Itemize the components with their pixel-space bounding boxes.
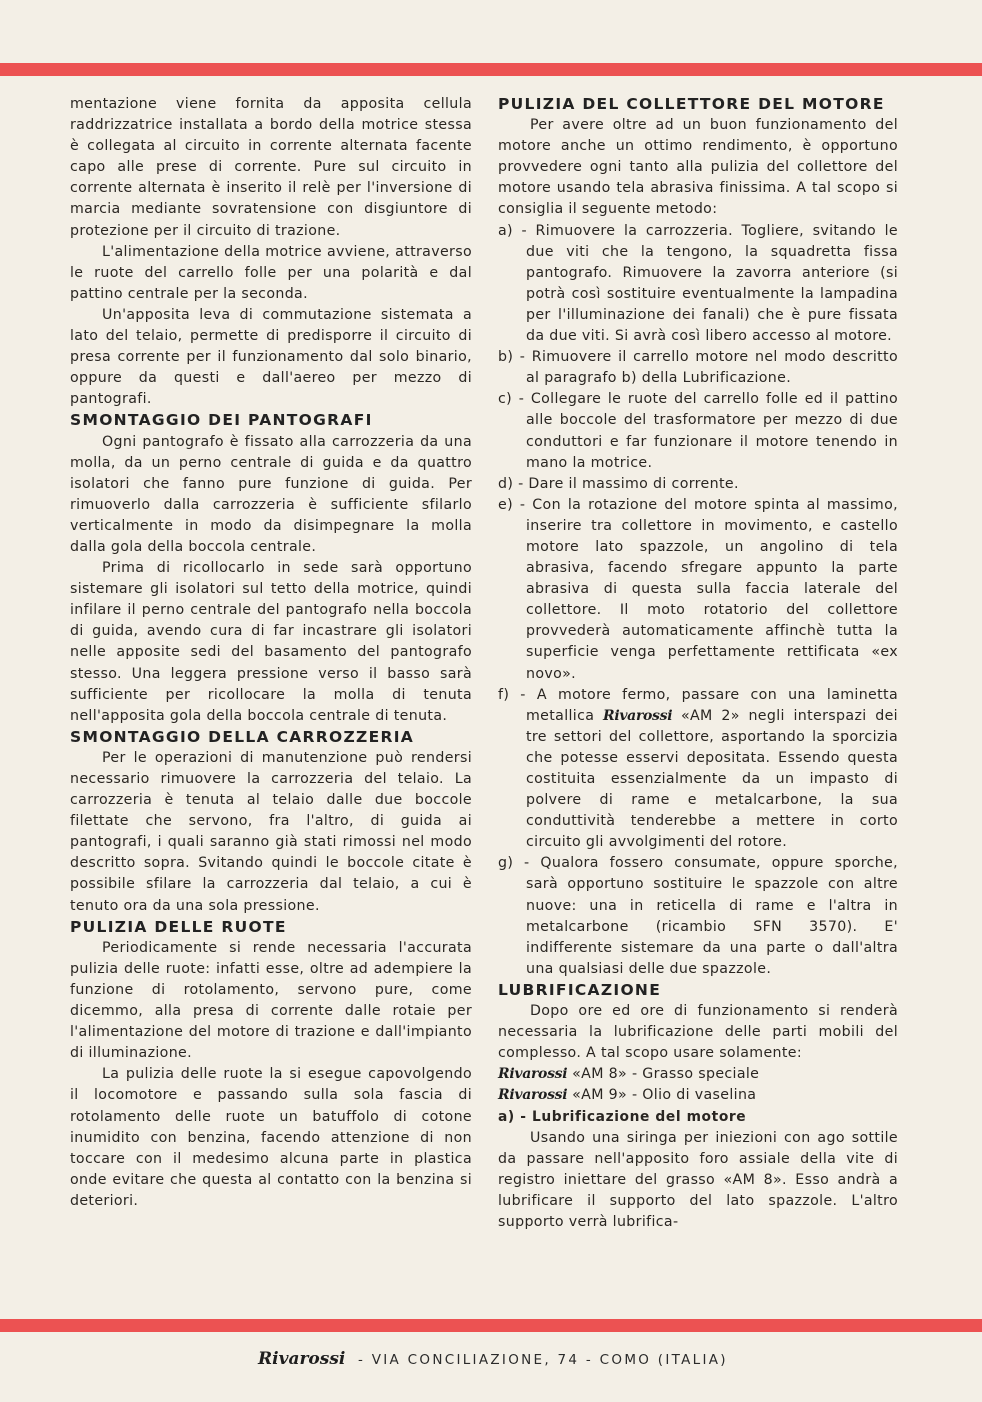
right-column [498,94,898,1233]
brand-logo: Rivarossi [498,1087,568,1104]
subsection-heading: a) - Lubrificazione del motore [498,1108,747,1125]
section-heading-pantografi: SMONTAGGIO DEI PANTOGRAFI [70,411,373,430]
paragraph: Dopo ore ed ore di funzionamento si renderà necessaria la lubrificazione delle parti mobili del complesso. A tal scopo usare solamente: [498,1003,898,1062]
paragraph: Per le operazioni di manutenzione può rendersi necessario rimuovere la carrozzeria del telaio. La carrozzeria è tenuta al telaio dalle due boccole filettate che servono, fra l'altro, di guida ai pantografi, i quali saranno già stati rimossi nel modo descritto sopra. Svitando quindi le boccole citate è possibile sfilare la carrozzeria dal telaio, a cui è tenuto ora da una sola pressione. [70,749,472,914]
list-item: a) - Rimuovere la carrozzeria. Togliere, svitando le due viti che la tengono, la squadretta fissa pantografo. Rimuovere la zavorra anteriore (si potrà così sostituire eventualmente la lampadina per l'illuminazione dei fanali) che è pure fissata da due viti. Si avrà così libero accesso al motore. [498,222,898,345]
list-item-text: f) - A motore fermo, passare con una laminetta metallica [498,686,898,724]
left-column [70,94,472,1212]
list-item: g) - Qualora fossero consumate, oppure sporche, sarà opportuno sostituire le spazzole con altre nuove: una in reticella di rame e l'altra in metalcarbone (ricambio SFN 3570). E' indifferente sistemare da una parte o dall'altra una qualsiasi delle due spazzole. [498,855,898,977]
top-red-band [0,63,982,76]
brand-logo: Rivarossi [498,1066,568,1083]
footer [258,1349,728,1369]
footer-address: - VIA CONCILIAZIONE, 74 - COMO (ITALIA) [357,1352,728,1368]
list-item: e) - Con la rotazione del motore spinta al massimo, inserire tra collettore in movimento, e castello motore lato spazzole, un angolino di tela abrasiva, facendo sfregare appunto la parte abrasiva di questa sulla faccia laterale del collettore. Il moto rotatorio del collettore provvederà automaticamente affinchè tutta la superficie venga perfettamente rettificata «ex novo». [498,496,898,682]
section-heading-carrozzeria: SMONTAGGIO DELLA CARROZZERIA [70,727,415,746]
product-line [498,1085,898,1106]
product-text: «AM 9» - Olio di vaselina [572,1087,757,1104]
paragraph: Periodicamente si rende necessaria l'accurata pulizia delle ruote: infatti esse, oltre ad adempiere la funzione di rotolamento, servono pure, come dicemmo, alla presa di corrente dalle rotaie per l'alimentazione del motore di trazione e dall'impianto di illuminazione. [70,939,472,1062]
list-item: c) - Collegare le ruote del carrello folle ed il pattino alle boccole del trasformatore per mezzo di due conduttori e far funzionare il motore tenendo in mano la motrice. [498,391,898,471]
paragraph: Per avere oltre ad un buon funzionamento del motore anche un ottimo rendimento, è opportuno provvedere ogni tanto alla pulizia del collettore del motore usando tela abrasiva finissima. A tal scopo si consiglia il seguente metodo: [498,117,898,218]
bottom-red-band [0,1319,982,1332]
list-item-text: «AM 2» negli interspazi dei tre settori del collettore, asportando la sporcizia che potesse esservi depositata. Essendo questa costituita essenzialmente da un impasto di polvere di rame e metalcarbone, la sua conduttività tenderebbe a mettere in corto circuito gli avvolgimenti del rotore. [526,707,898,851]
paragraph: La pulizia delle ruote la si esegue capovolgendo il locomotore e passando sulla sola fascia di rotolamento delle ruote un batuffolo di cotone inumidito con benzina, facendo attenzione di non toccare con il medesimo alcuna parte in plastica onde evitare che questa al contatto con la benzina si deteriori. [70,1066,472,1209]
product-line [498,1064,898,1085]
brand-logo: Rivarossi [602,707,673,724]
brand-logo: Rivarossi [258,1349,346,1369]
paragraph: L'alimentazione della motrice avviene, attraverso le ruote del carrello folle per una polarità e dal pattino centrale per la seconda. [70,243,472,302]
section-heading-ruote: PULIZIA DELLE RUOTE [70,917,287,936]
paragraph: Un'apposita leva di commutazione sistemata a lato del telaio, permette di predisporre il circuito di presa corrente per il funzionamento dal solo binario, oppure da questi e dall'aereo per mezzo di pantografi. [70,306,472,408]
list-item [498,685,898,854]
section-heading-lubrificazione: LUBRIFICAZIONE [498,980,662,999]
paragraph: Usando una siringa per iniezioni con ago sottile da passare nell'apposito foro assiale della vite di registro iniettare del grasso «AM 8». Esso andrà a lubrificare il supporto del lato spazzole. L'altro supporto verrà lubrifica- [498,1129,898,1230]
paragraph: Ogni pantografo è fissato alla carrozzeria da una molla, da un perno centrale di guida e da quattro isolatori che fanno pure funzione di guida. Per rimuoverlo dalla carrozzeria è sufficiente sfilarlo verticalmente in modo da disimpegnare la molla dalla gola della boccola centrale. [70,433,472,555]
product-text: «AM 8» - Grasso speciale [572,1066,760,1083]
paragraph: mentazione viene fornita da apposita cellula raddrizzatrice installata a bordo della motrice stessa è collegata al circuito in corrente alternata facente capo alle prese di corrente. Pure sul circuito in corrente alternata è inserito il relè per l'inversione di marcia mediante sovratensione con disgiuntore di protezione per il circuito di trazione. [70,96,472,239]
list-item: b) - Rimuovere il carrello motore nel modo descritto al paragrafo b) della Lubrificazione. [498,349,898,387]
section-heading-collettore: PULIZIA DEL COLLETTORE DEL MOTORE [498,95,885,113]
paragraph: Prima di ricollocarlo in sede sarà opportuno sistemare gli isolatori sul tetto della motrice, quindi infilare il perno centrale del pantografo nella boccola di guida, avendo cura di far incastrare gli isolatori nelle apposite sedi del basamento del pantografo stesso. Una leggera pressione verso il basso sarà sufficiente per ricollocare la molla di tenuta nell'apposita gola della boccola centrale di tenuta. [70,560,472,724]
list-item: d) - Dare il massimo di corrente. [498,475,739,492]
